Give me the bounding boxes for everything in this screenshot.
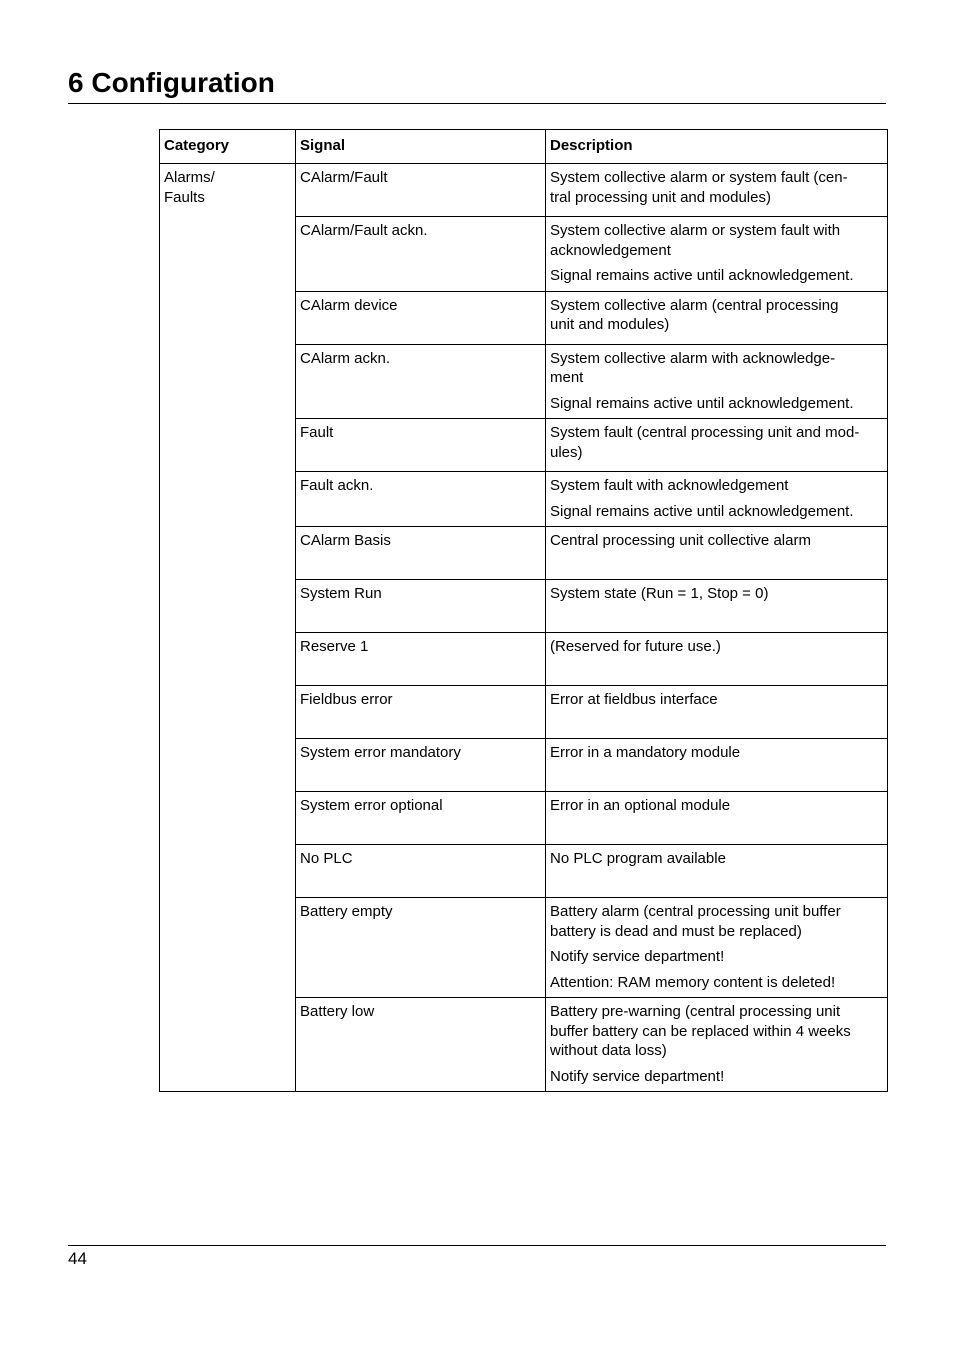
signal-cell: CAlarm/Fault: [296, 164, 546, 217]
description-cell: [546, 792, 888, 845]
description-paragraph: Signal remains active until acknowledgement.: [550, 502, 854, 520]
signal-cell: CAlarm ackn.: [296, 344, 546, 419]
description-cell: [546, 217, 888, 292]
description-paragraph: Central processing unit collective alarm: [550, 532, 811, 549]
description-cell: [546, 686, 888, 739]
description-paragraph: System fault with acknowledgement: [550, 477, 789, 494]
chapter-title: 6 Configuration: [68, 67, 275, 98]
signal-cell: Battery low: [296, 998, 546, 1092]
description-paragraph: Battery alarm (central processing unit buffer battery is dead and must be replaced): [550, 903, 841, 940]
signal-cell: Reserve 1: [296, 633, 546, 686]
description-cell: [546, 739, 888, 792]
description-paragraph: System collective alarm with acknowledge- ment: [550, 349, 836, 386]
signal-cell: Fault: [296, 419, 546, 472]
signal-cell: CAlarm Basis: [296, 527, 546, 580]
signal-cell: System error optional: [296, 792, 546, 845]
signal-cell: No PLC: [296, 845, 546, 898]
description-cell: [546, 527, 888, 580]
description-cell: [546, 344, 888, 419]
description-cell: [546, 580, 888, 633]
description-paragraph: System collective alarm or system fault (cen- tral processing unit and modules): [550, 169, 848, 206]
description-cell: [546, 472, 888, 527]
description-paragraph: Error in an optional module: [550, 797, 731, 814]
header-category: Category: [160, 130, 296, 164]
description-paragraph: Error in a mandatory module: [550, 744, 741, 761]
category-cell: Alarms/ Faults: [160, 164, 296, 1092]
table-header-row: [160, 130, 888, 164]
description-paragraph: No PLC program available: [550, 850, 726, 867]
table-body: [160, 164, 888, 1092]
description-paragraph: Attention: RAM memory content is deleted!: [550, 973, 836, 991]
footer-rule: [68, 1245, 886, 1246]
description-cell: [546, 898, 888, 998]
description-paragraph: Error at fieldbus interface: [550, 691, 718, 708]
description-paragraph: System collective alarm (central processing unit and modules): [550, 296, 839, 333]
title-rule: [68, 103, 886, 104]
description-paragraph: Notify service department!: [550, 948, 725, 965]
header-signal: Signal: [296, 130, 546, 164]
description-cell: [546, 998, 888, 1092]
description-cell: [546, 633, 888, 686]
description-cell: [546, 291, 888, 344]
description-paragraph: Signal remains active until acknowledgement.: [550, 267, 854, 284]
table-row: [160, 164, 888, 217]
signal-cell: System Run: [296, 580, 546, 633]
description-cell: [546, 845, 888, 898]
signal-cell: Fieldbus error: [296, 686, 546, 739]
description-cell: [546, 419, 888, 472]
signal-cell: CAlarm device: [296, 291, 546, 344]
signal-cell: Battery empty: [296, 898, 546, 998]
header-description: Description: [546, 130, 888, 164]
page-number: 44: [68, 1249, 87, 1268]
description-paragraph: System state (Run = 1, Stop = 0): [550, 585, 769, 602]
signal-table: [159, 129, 888, 1092]
description-paragraph: System collective alarm or system fault with acknowledgement: [550, 222, 841, 259]
description-cell: [546, 164, 888, 217]
description-paragraph: Signal remains active until acknowledgement.: [550, 394, 854, 412]
description-paragraph: System fault (central processing unit and mod- ules): [550, 424, 860, 461]
signal-cell: CAlarm/Fault ackn.: [296, 217, 546, 292]
description-paragraph: (Reserved for future use.): [550, 638, 721, 655]
signal-cell: System error mandatory: [296, 739, 546, 792]
description-paragraph: Notify service department!: [550, 1067, 725, 1085]
signal-cell: Fault ackn.: [296, 472, 546, 527]
description-paragraph: Battery pre-warning (central processing unit buffer battery can be replaced within 4 weeks without data loss): [550, 1003, 851, 1059]
